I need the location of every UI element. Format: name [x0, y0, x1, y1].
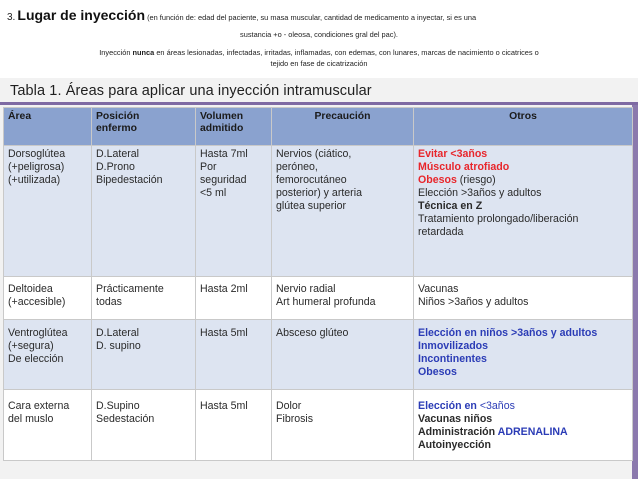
- section-heading: [7, 7, 633, 23]
- cell-volume: Hasta 5ml: [196, 390, 272, 461]
- col-header-volume: Volumen admitido: [196, 108, 272, 146]
- page-header: [0, 0, 638, 80]
- cell-position: D.Lateral D. supino: [92, 320, 196, 390]
- cell-precaution: Absceso glúteo: [272, 320, 414, 390]
- table-slide: [0, 78, 638, 479]
- col-header-other: Otros: [414, 108, 633, 146]
- cell-volume: Hasta 7ml Por seguridad <5 ml: [196, 146, 272, 277]
- col-header-position: Posición enfermo: [92, 108, 196, 146]
- cell-precaution: Dolor Fibrosis: [272, 390, 414, 461]
- section-parenthetical-cont: sustancia +o - oleosa, condiciones gral del pac).: [240, 30, 398, 39]
- table-row: [4, 277, 633, 320]
- cell-precaution: Nervio radial Art humeral profunda: [272, 277, 414, 320]
- section-number: 3.: [7, 12, 16, 23]
- cell-volume: Hasta 5ml: [196, 320, 272, 390]
- note-pre: Inyección: [99, 48, 133, 57]
- cell-position: D.Supino Sedestación: [92, 390, 196, 461]
- table-row: [4, 146, 633, 277]
- cell-other: Evitar <3años Músculo atrofiado Obesos (riesgo) Elección >3años y adultos Técnica en Z Tratamiento prolongado/liberación retardada: [414, 146, 633, 277]
- cell-area: Dorsoglútea (+peligrosa) (+utilizada): [4, 146, 92, 277]
- cell-other: Elección en <3años Vacunas niños Administración ADRENALINA Autoinyección: [414, 390, 633, 461]
- warning-note: [0, 47, 638, 69]
- table-title: Tabla 1. Áreas para aplicar una inyección intramuscular: [10, 83, 372, 99]
- cell-area: Ventroglútea (+segura) De elección: [4, 320, 92, 390]
- cell-area: Cara externa del muslo: [4, 390, 92, 461]
- cell-precaution: Nervios (ciático, peróneo, femorocutáneo posterior) y arteria glútea superior: [272, 146, 414, 277]
- cell-area: Deltoidea (+accesible): [4, 277, 92, 320]
- cell-other: Elección en niños >3años y adultos Inmovilizados Incontinentes Obesos: [414, 320, 633, 390]
- col-header-precaution: Precaución: [272, 108, 414, 146]
- cell-other: Vacunas Niños >3años y adultos: [414, 277, 633, 320]
- title-rule: [0, 102, 638, 105]
- note-end: tejido en fase de cicatrización: [270, 59, 368, 68]
- col-header-area: Área: [4, 108, 92, 146]
- section-parenthetical: (en función de: edad del paciente, su masa muscular, cantidad de medicamento a inyectar, si es una: [147, 13, 477, 22]
- cell-position: D.Lateral D.Prono Bipedestación: [92, 146, 196, 277]
- table-header-row: [4, 108, 633, 146]
- cell-volume: Hasta 2ml: [196, 277, 272, 320]
- table-row: [4, 320, 633, 390]
- table-row: [4, 390, 633, 461]
- cell-position: Prácticamente todas: [92, 277, 196, 320]
- section-title: Lugar de inyección: [17, 7, 145, 23]
- injection-areas-table: [3, 107, 633, 461]
- note-post: en áreas lesionadas, infectadas, irritadas, inflamadas, con edemas, con lunares, marcas de nacimiento o cicatrices o: [154, 48, 539, 57]
- note-bold: nunca: [132, 48, 155, 57]
